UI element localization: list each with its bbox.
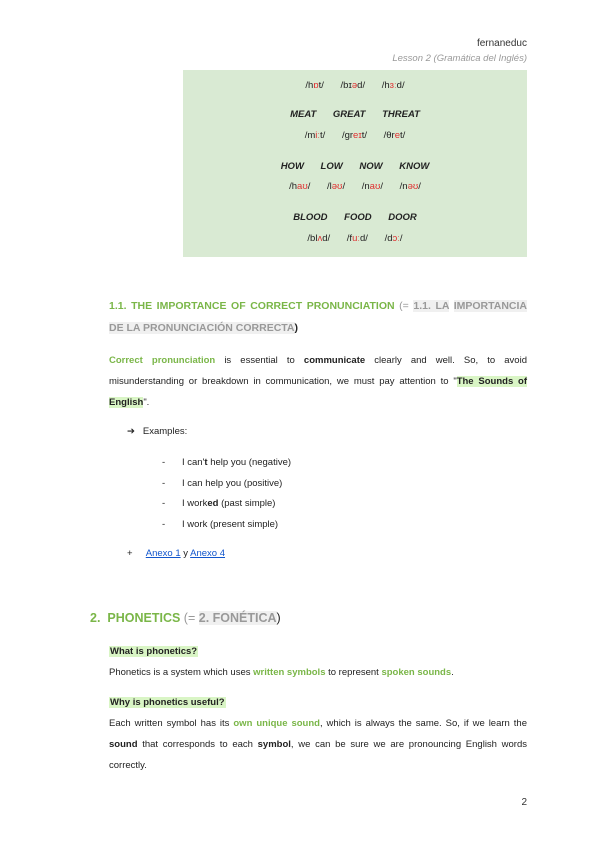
arrow-right-icon: ➔	[127, 426, 135, 437]
transcription: /miːt/	[304, 130, 326, 141]
word: NOW	[359, 161, 383, 172]
transcription-row-1	[183, 80, 527, 91]
word: GREAT	[332, 109, 366, 120]
phonetics-box	[183, 70, 527, 257]
word: FOOD	[344, 212, 372, 223]
word-row-4	[183, 212, 527, 223]
word: BLOOD	[293, 212, 328, 223]
transcription: /θret/	[383, 130, 406, 141]
plus-icon: +	[127, 548, 133, 559]
question-what-is-phonetics: What is phonetics?	[110, 646, 198, 657]
section-2-title: 2. PHONETICS (= 2. FONÉTICA)	[90, 611, 281, 625]
word: KNOW	[399, 161, 430, 172]
section-1-1-title: 1.1. THE IMPORTANCE OF CORRECT PRONUNCIATION (= 1.1. LA IMPORTANCIA DE LA PRONUNCIACIÓN CORRECTA)	[109, 300, 527, 334]
transcription-row-3	[183, 181, 527, 192]
example-item: - I can help you (positive)	[162, 478, 283, 489]
examples-label: ➔ Examples:	[127, 426, 188, 437]
transcription: /greɪt/	[341, 130, 367, 141]
answer-what-is-phonetics: Phonetics is a system which uses written symbols to represent spoken sounds.	[109, 667, 454, 678]
word: DOOR	[388, 212, 417, 223]
answer-why-phonetics-useful: Each written symbol has its own unique sound, which is always the same. So, if we learn the sound that corresponds to each symbol, we can be sure we are pronouncing English words correctly.	[109, 718, 527, 771]
section-1-1-paragraph: Correct pronunciation is essential to communicate clearly and well. So, to avoid misunderstanding or breakdown in communication, we must pay attention to "The Sounds of English".	[109, 355, 528, 408]
question-why-phonetics-useful: Why is phonetics useful?	[110, 697, 225, 708]
word: HOW	[280, 161, 304, 172]
transcription: /ləʊ/	[327, 181, 346, 192]
example-item: - I worked (past simple)	[162, 498, 276, 509]
annex-4-link[interactable]: Anexo 4	[190, 548, 226, 559]
transcription: /naʊ/	[361, 181, 383, 192]
transcription: /fuːd/	[346, 233, 368, 244]
header-author: fernaneduc	[476, 38, 527, 49]
word-row-2	[183, 109, 527, 120]
transcription: /hɒt/	[305, 80, 324, 91]
word: LOW	[320, 161, 343, 172]
transcription: /blʌd/	[307, 233, 331, 244]
transcription: /haʊ/	[289, 181, 311, 192]
example-item: - I can't help you (negative)	[162, 457, 292, 468]
annex-links: + Anexo 1 y Anexo 4	[127, 548, 226, 559]
word-row-3	[183, 161, 527, 172]
transcription: /bɪəd/	[340, 80, 366, 91]
page-number: 2	[521, 797, 527, 808]
transcription: /hɜːd/	[381, 80, 405, 91]
word: MEAT	[290, 109, 317, 120]
transcription: /dɔː/	[384, 233, 403, 244]
word: THREAT	[382, 109, 420, 120]
transcription-row-4	[183, 233, 527, 244]
annex-1-link[interactable]: Anexo 1	[145, 548, 181, 559]
transcription-row-2	[183, 130, 527, 141]
header-lesson: Lesson 2 (Gramática del Inglés)	[392, 53, 527, 64]
transcription: /nəʊ/	[399, 181, 421, 192]
example-item: - I work (present simple)	[162, 519, 279, 530]
